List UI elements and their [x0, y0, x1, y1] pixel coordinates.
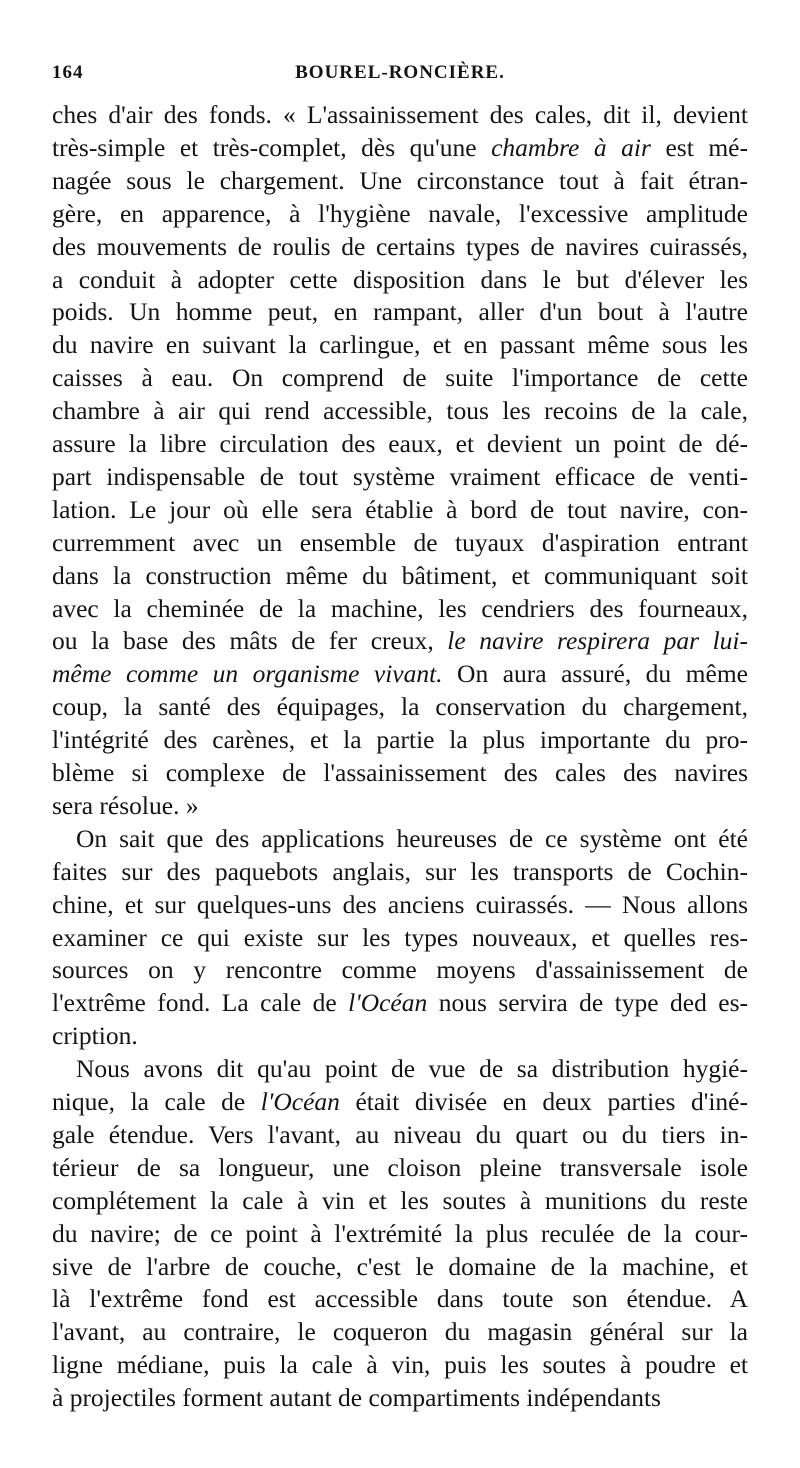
- text-line: [52, 624, 748, 658]
- italic-text-run: chambre à air: [491, 132, 651, 162]
- text-run: sera résolue. »: [52, 790, 199, 820]
- text-run: gale étendue. Vers l'avant, au niveau du quart ou du tiers in-: [52, 1119, 748, 1149]
- text-run: ligne médiane, puis la cale à vin, puis les soutes à poudre et: [52, 1350, 748, 1380]
- text-run: est mé-: [650, 132, 748, 162]
- text-run: était divisée en deux parties d'iné-: [339, 1087, 748, 1116]
- text-line: [52, 1315, 748, 1349]
- text-run: du navire; de ce point à l'extrémité la plus reculée de la cour-: [52, 1218, 748, 1248]
- text-line: [52, 295, 748, 329]
- text-run: poids. Un homme peut, en rampant, aller d'un bout à l'autre: [52, 297, 748, 327]
- text-line: [52, 1348, 748, 1382]
- text-line: [52, 1151, 748, 1185]
- text-run: complétement la cale à vin et les soutes à munitions du reste: [52, 1185, 748, 1215]
- text-line: [52, 493, 748, 527]
- text-line: [52, 756, 748, 790]
- text-run: chambre à air qui rend accessible, tous les recoins de la cale,: [52, 396, 748, 426]
- text-run: assure la libre circulation des eaux, et devient un point de dé-: [52, 429, 748, 458]
- text-run: sive de l'arbre de couche, c'est le domaine de la machine, et: [52, 1251, 748, 1281]
- text-line: [52, 1282, 748, 1316]
- italic-text-run: le navire respirera par lui-: [447, 626, 748, 656]
- text-line: [52, 197, 748, 231]
- text-line: [52, 559, 748, 593]
- text-line: [52, 822, 748, 856]
- text-run: là l'extrême fond est accessible dans toute son étendue. A: [52, 1284, 748, 1314]
- text-run: l'intégrité des carènes, et la partie la plus importante du pro-: [52, 725, 748, 755]
- text-run: du navire en suivant la carlingue, et en passant même sous les: [52, 330, 748, 360]
- text-line: [52, 723, 748, 757]
- text-run: nagée sous le chargement. Une circonstance tout à fait étran-: [52, 165, 748, 195]
- text-run: l'avant, au contraire, le coqueron du magasin général sur la: [52, 1317, 748, 1347]
- text-run: part indispensable de tout système vraiment efficace de venti-: [52, 461, 748, 491]
- text-run: ou la base des mâts de fer creux,: [52, 626, 448, 656]
- text-line: [52, 1217, 748, 1251]
- text-line: [52, 921, 748, 955]
- text-run: gère, en apparence, à l'hygiène navale, l'excessive amplitude: [52, 198, 748, 228]
- text-run: l'extrême fond. La cale de: [52, 988, 349, 1018]
- text-line: [52, 1381, 748, 1415]
- text-run: caisses à eau. On comprend de suite l'importance de cette: [52, 363, 748, 393]
- text-run: nique, la cale de: [52, 1087, 261, 1116]
- text-line: [52, 592, 748, 626]
- text-run: Nous avons dit qu'au point de vue de sa distribution hygié-: [76, 1054, 748, 1084]
- text-line: [52, 855, 748, 889]
- text-line: [52, 526, 748, 560]
- text-line: [52, 328, 748, 362]
- text-run: On sait que des applications heureuses de ce système ont été: [76, 823, 748, 853]
- text-run: à projectiles forment autant de compartiments indépendants: [52, 1383, 661, 1413]
- text-line: [52, 888, 748, 922]
- page-number: 164: [52, 62, 84, 83]
- text-run: sources on y rencontre comme moyens d'assainissement de: [52, 955, 748, 985]
- page-header: [52, 62, 748, 92]
- text-line: [52, 1019, 748, 1053]
- text-run: très-simple et très-complet, dès qu'une: [52, 132, 492, 162]
- text-run: des mouvements de roulis de certains types de navires cuirassés,: [52, 231, 748, 261]
- text-run: dans la construction même du bâtiment, et communiquant soit: [52, 560, 748, 590]
- text-line: [52, 1085, 748, 1119]
- text-line: [52, 1250, 748, 1284]
- text-run: coup, la santé des équipages, la conservation du chargement,: [52, 692, 748, 722]
- text-line: [52, 230, 748, 264]
- text-run: examiner ce qui existe sur les types nouveaux, et quelles res-: [52, 922, 748, 952]
- text-run: cription.: [52, 1021, 138, 1051]
- text-line: [52, 361, 748, 395]
- running-title: BOUREL-RONCIÈRE.: [295, 62, 505, 83]
- text-run: térieur de sa longueur, une cloison pleine transversale isole: [52, 1152, 748, 1182]
- italic-text-run: l'Océan: [348, 988, 428, 1018]
- text-line: [52, 1118, 748, 1152]
- text-line: [52, 263, 748, 297]
- text-line: [52, 657, 748, 691]
- text-run: faites sur des paquebots anglais, sur les transports de Cochin-: [52, 856, 748, 886]
- text-run: ches d'air des fonds. « L'assainissement des cales, dit il, devient: [52, 100, 748, 129]
- text-run: curremment avec un ensemble de tuyaux d'aspiration entrant: [52, 527, 748, 557]
- text-line: [52, 131, 748, 165]
- text-line: [52, 1052, 748, 1086]
- text-line: [52, 427, 748, 461]
- text-run: lation. Le jour où elle sera établie à bord de tout navire, con-: [52, 494, 748, 524]
- text-line: [52, 789, 748, 823]
- text-line: [52, 986, 748, 1020]
- text-run: a conduit à adopter cette disposition dans le but d'élever les: [52, 264, 748, 294]
- text-line: [52, 394, 748, 428]
- text-run: On aura assuré, du même: [442, 659, 748, 689]
- text-line: [52, 460, 748, 494]
- text-line: [52, 164, 748, 198]
- italic-text-run: même comme un organisme vivant.: [52, 659, 443, 689]
- italic-text-run: l'Océan: [260, 1087, 340, 1116]
- text-run: chine, et sur quelques-uns des anciens cuirassés. — Nous allons: [52, 889, 748, 919]
- text-line: [52, 953, 748, 987]
- text-run: blème si complexe de l'assainissement des cales des navires: [52, 758, 748, 787]
- text-line: [52, 690, 748, 724]
- text-line: [52, 1184, 748, 1218]
- text-line: [52, 98, 748, 132]
- text-run: avec la cheminée de la machine, les cendriers des fourneaux,: [52, 593, 748, 623]
- text-run: nous servira de type ded es-: [427, 988, 749, 1018]
